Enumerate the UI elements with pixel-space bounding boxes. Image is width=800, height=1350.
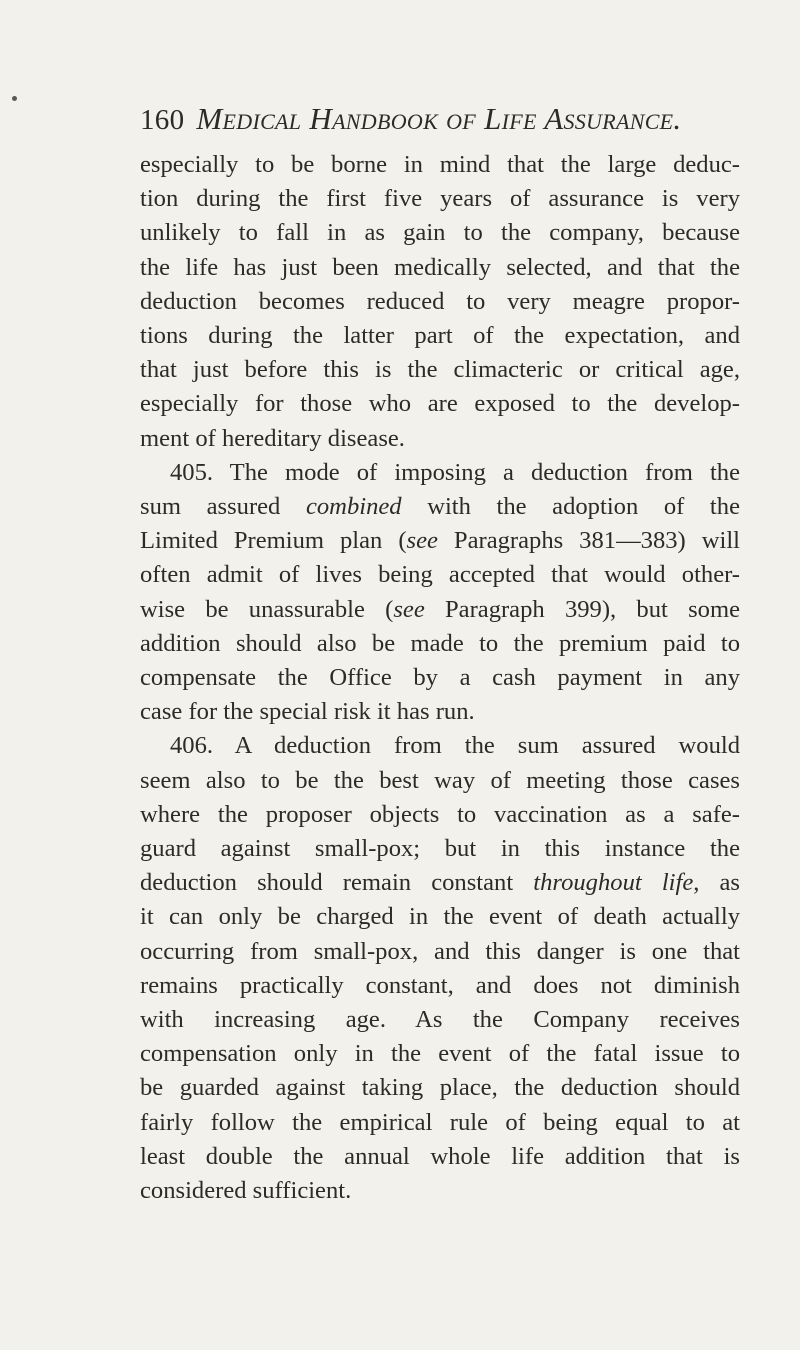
line-text: considered sufficient. — [140, 1177, 352, 1205]
running-header — [140, 101, 681, 137]
text-line — [140, 661, 740, 695]
page-number: 160 — [140, 104, 185, 136]
line-text: , as — [693, 869, 740, 897]
text-line — [140, 148, 740, 182]
line-text: guard against small-pox; but in this instance the — [140, 835, 740, 863]
line-text: deduction becomes reduced to very meagre propor- — [140, 287, 740, 315]
text-line — [140, 866, 740, 900]
line-text: be guarded against taking place, the deduction should — [140, 1074, 740, 1102]
text-line — [140, 422, 740, 456]
text-line — [140, 216, 740, 250]
running-title: Medical Handbook of Life Assurance. — [196, 101, 682, 136]
text-line — [140, 1037, 740, 1071]
text-line — [140, 285, 740, 319]
text-line — [140, 729, 740, 763]
text-line — [140, 900, 740, 934]
line-text: Paragraphs 381—383) will — [437, 527, 740, 555]
line-text: addition should also be made to the premium paid to — [140, 629, 740, 657]
line-text: case for the special risk it has run. — [140, 698, 475, 726]
text-line — [140, 1106, 740, 1140]
italic-text: see — [406, 527, 438, 555]
text-line — [140, 832, 740, 866]
text-line — [140, 456, 740, 490]
line-text: compensate the Office by a cash payment in any — [140, 664, 740, 692]
text-line — [140, 593, 740, 627]
line-text: least double the annual whole life addition that is — [140, 1142, 740, 1170]
text-line — [140, 935, 740, 969]
line-text: 405. The mode of imposing a deduction from the — [170, 458, 740, 486]
text-line — [140, 387, 740, 421]
line-text: compensation only in the event of the fatal issue to — [140, 1040, 740, 1068]
text-line — [140, 319, 740, 353]
text-line — [140, 1071, 740, 1105]
ink-speck — [12, 96, 17, 101]
text-line — [140, 1140, 740, 1174]
line-text: Limited Premium plan ( — [140, 527, 407, 555]
line-text: deduction should remain constant — [140, 869, 534, 897]
text-line — [140, 182, 740, 216]
line-text: wise be unassurable ( — [140, 595, 394, 623]
text-line — [140, 764, 740, 798]
text-line — [140, 524, 740, 558]
italic-text: throughout life — [533, 869, 694, 897]
text-line — [140, 627, 740, 661]
line-text: Paragraph 399), but some — [424, 595, 741, 623]
text-line — [140, 969, 740, 1003]
line-text: the life has just been medically selected, and that the — [140, 253, 740, 281]
line-text: seem also to be the best way of meeting those cases — [140, 766, 740, 794]
line-text: unlikely to fall in as gain to the company, because — [140, 219, 740, 247]
text-line — [140, 798, 740, 832]
line-text: that just before this is the climacteric or critical age, — [140, 356, 740, 384]
line-text: sum assured — [140, 493, 306, 521]
line-text: with the adoption of the — [401, 493, 740, 521]
line-text: remains practically constant, and does not diminish — [140, 971, 740, 999]
line-text: tions during the latter part of the expectation, and — [140, 322, 740, 350]
line-text: with increasing age. As the Company receives — [140, 1006, 740, 1034]
text-line — [140, 558, 740, 592]
text-line — [140, 1003, 740, 1037]
text-line — [140, 251, 740, 285]
line-text: ment of hereditary disease. — [140, 424, 405, 452]
italic-text: see — [393, 595, 425, 623]
line-text: occurring from small-pox, and this danger is one that — [140, 937, 740, 965]
text-line — [140, 695, 740, 729]
line-text: especially for those who are exposed to the develop- — [140, 390, 740, 418]
line-text: where the proposer objects to vaccination as a safe- — [140, 800, 740, 828]
text-line — [140, 490, 740, 524]
line-text: often admit of lives being accepted that would other- — [140, 561, 740, 589]
line-text: tion during the first five years of assurance is very — [140, 185, 740, 213]
line-text: especially to be borne in mind that the large deduc- — [140, 151, 740, 178]
body-text — [140, 148, 740, 1208]
line-text: 406. A deduction from the sum assured would — [170, 732, 740, 760]
line-text: fairly follow the empirical rule of being equal to at — [140, 1108, 740, 1136]
text-line — [140, 1174, 740, 1208]
line-text: it can only be charged in the event of death actually — [140, 903, 740, 931]
italic-text: combined — [305, 493, 402, 521]
text-line — [140, 353, 740, 387]
